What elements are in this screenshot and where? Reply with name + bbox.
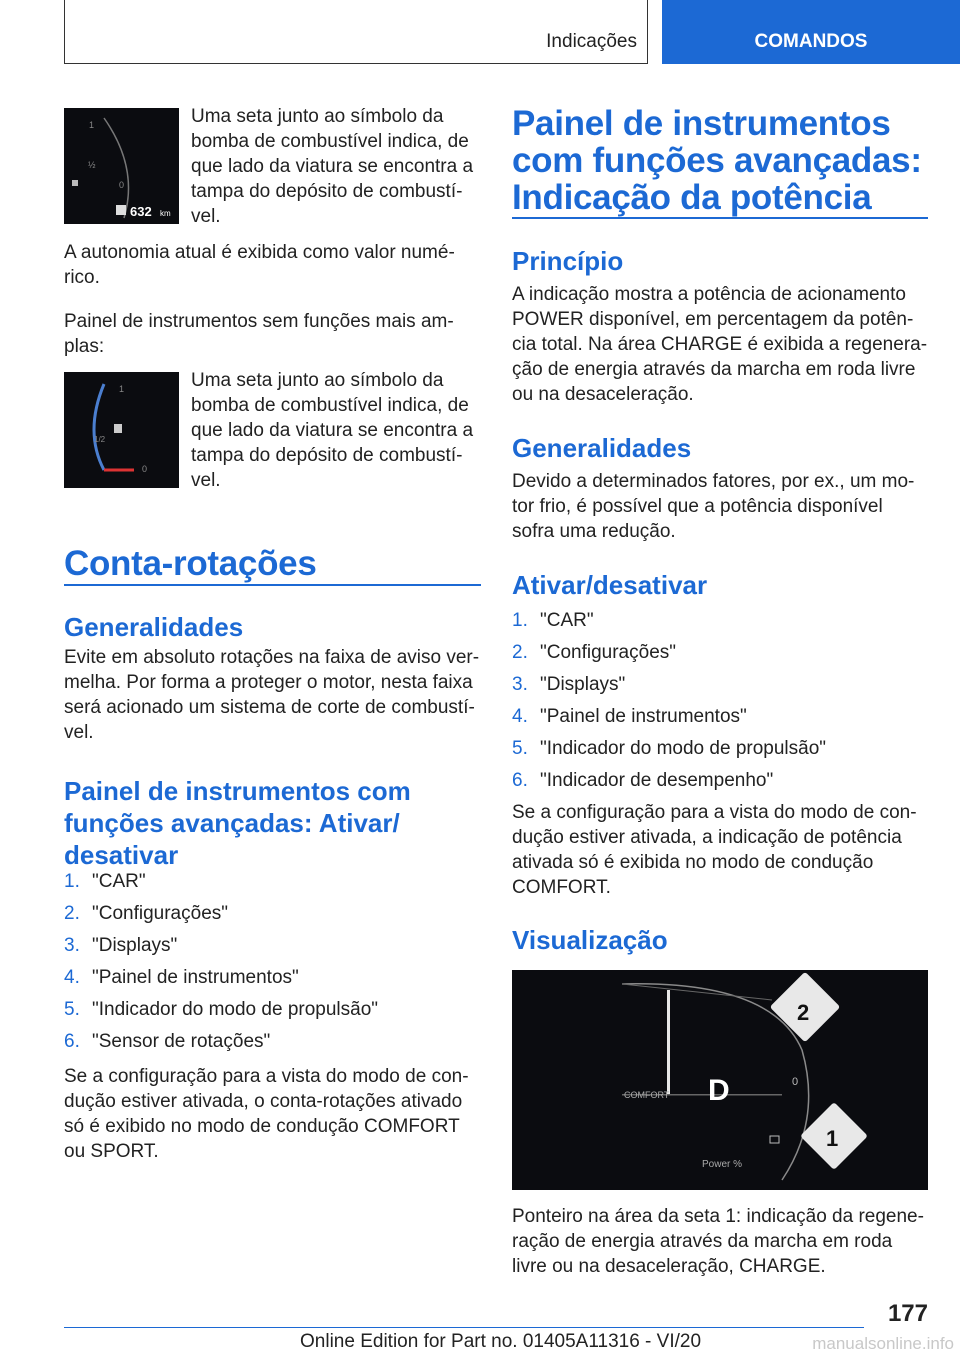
arrow-1-label: 1	[826, 1126, 839, 1151]
power-general-text: Devido a determinados fatores, por ex., um mo-tor frio, é possível que a potência disponível sofra uma redução.	[512, 471, 915, 542]
principle-text: A indicação mostra a potência de acionamento POWER disponível, em percentagem da potên-cia total. Na área CHARGE é exibida a regenera-ção de energia através da marcha em roda livre ou na desaceleração.	[512, 284, 928, 405]
tach-general-text: Evite em absoluto rotações na faixa de aviso ver-melha. Por forma a proteger o motor, nesta faixa será acionado um sistema de corte de combustí-vel.	[64, 647, 480, 743]
list-item: 1. "CAR"	[512, 610, 594, 631]
list-item: 1. "CAR"	[64, 871, 146, 892]
fuel-gauge-basic-image	[64, 372, 179, 488]
svg-text:½: ½	[88, 160, 96, 170]
gauge-zero-label: 0	[792, 1076, 799, 1088]
drive-mode-label: COMFORT	[624, 1090, 670, 1100]
svg-text:1/2: 1/2	[94, 435, 106, 444]
title-rule	[512, 217, 928, 219]
list-item: 3. "Displays"	[512, 674, 626, 695]
svg-text:0: 0	[119, 180, 125, 190]
header-section-box	[64, 0, 648, 64]
svg-text:1: 1	[119, 384, 125, 394]
header-chapter-tab: COMANDOS	[662, 0, 960, 64]
arrow-2-label: 2	[797, 1000, 810, 1025]
power-display-image	[512, 970, 928, 1190]
title-rule	[64, 584, 481, 586]
autonomy-text: A autonomia atual é exibida como valor numé-rico.	[64, 242, 455, 288]
fuel-arrow-caption-basic: Uma seta junto ao símbolo da bomba de combustível indica, de que lado da viatura se encontra a tampa do depósito de combustí-vel.	[191, 370, 474, 491]
fuel-arrow-caption-advanced: Uma seta junto ao símbolo da bomba de combustível indica, de que lado da viatura se encontra a tampa do depósito de combustí-vel.	[191, 106, 474, 227]
principle-title: Princípio	[512, 246, 624, 276]
list-item: 5. "Indicador do modo de propulsão"	[512, 738, 827, 759]
power-general-title: Generalidades	[512, 433, 692, 463]
gear-indicator: D	[708, 1074, 730, 1107]
list-item: 2. "Configurações"	[512, 642, 677, 663]
watermark: manualsonline.info	[812, 1334, 954, 1353]
header-section-title: Indicações	[546, 31, 637, 52]
tach-note: Se a configuração para a vista do modo de con-dução estiver ativada, o conta-rotações ativado só é exibido no modo de condução COMFORT ou SPORT.	[64, 1066, 469, 1162]
power-steps-list	[512, 605, 930, 797]
svg-text:1: 1	[89, 120, 95, 130]
power-note: Se a configuração para a vista do modo de con-dução estiver ativada, a indicação de potência ativada só é exibida no modo de condução COMFORT.	[512, 802, 917, 898]
page-number: 177	[887, 1300, 928, 1327]
tach-steps-list	[64, 866, 481, 1058]
edition-text: Online Edition for Part no. 01405A11316 - VI/20	[300, 1331, 702, 1352]
list-item: 6. "Indicador de desempenho"	[512, 770, 774, 791]
display-caption: Ponteiro na área da seta 1: indicação da regene-ração de energia através da marcha em roda livre ou na desaceleração, CHARGE.	[512, 1206, 924, 1277]
svg-text:0: 0	[142, 464, 148, 474]
power-display-title: Painel de instrumentos com funções avançadas: Indicação da potência	[512, 104, 922, 217]
basic-panel-text: Painel de instrumentos sem funções mais am-plas:	[64, 311, 454, 357]
list-item: 5. "Indicador do modo de propulsão"	[64, 999, 379, 1020]
fuel-gauge-advanced-image	[64, 108, 179, 224]
tachometer-title: Conta-rotações	[64, 544, 317, 583]
power-activate-title: Ativar/desativar	[512, 570, 708, 600]
list-item: 3. "Displays"	[64, 935, 178, 956]
tach-general-title: Generalidades	[64, 612, 244, 642]
footer-rule	[64, 1327, 864, 1328]
fuel-range-value: 632	[130, 204, 152, 219]
tach-activate-title: Painel de instrumentos com funções avançadas: Ativar/ desativar	[64, 776, 411, 870]
list-item: 2. "Configurações"	[64, 903, 229, 924]
power-percent-label: Power %	[702, 1159, 743, 1170]
list-item: 4. "Painel de instrumentos"	[512, 706, 747, 727]
display-title: Visualização	[512, 925, 668, 955]
list-item: 6. "Sensor de rotações"	[64, 1031, 271, 1052]
fuel-range-unit: km	[160, 209, 171, 218]
list-item: 4. "Painel de instrumentos"	[64, 967, 299, 988]
